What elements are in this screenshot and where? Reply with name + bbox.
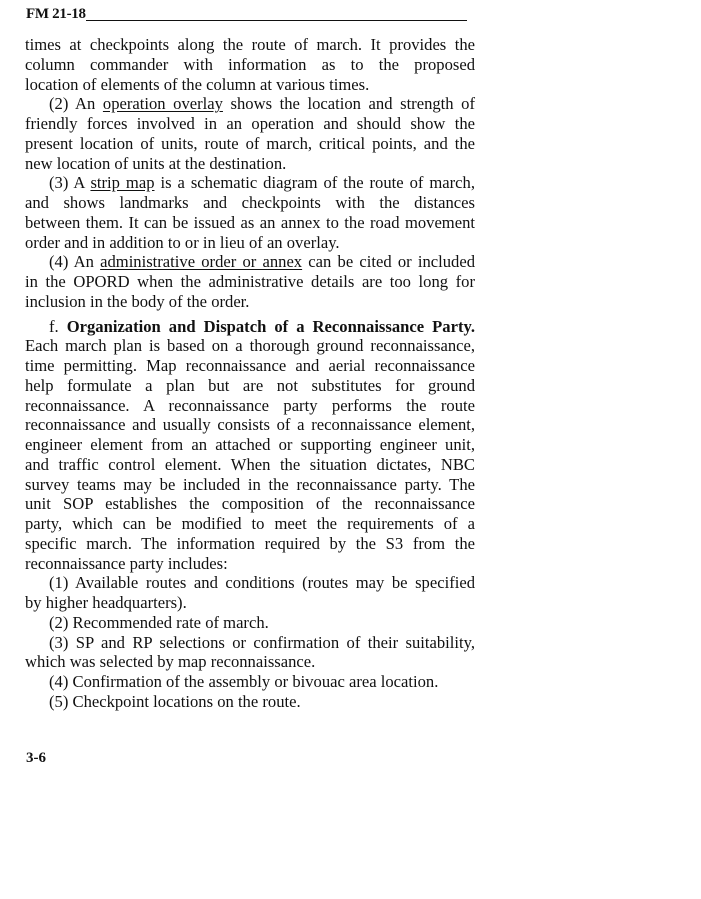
text-segment: engineer element from an attached or supporting engineer unit, — [25, 435, 475, 454]
text-line — [25, 396, 475, 416]
text-segment: location of elements of the column at various times. — [25, 74, 370, 94]
text-segment: column commander with information as to the proposed — [25, 54, 475, 74]
text-line — [25, 475, 475, 495]
text-segment: can be cited or included — [302, 252, 476, 272]
text-line — [25, 415, 475, 435]
paragraph — [25, 94, 475, 173]
text-line — [25, 494, 475, 514]
text-segment: (2) An — [49, 94, 103, 114]
text-line — [25, 317, 475, 337]
text-line — [25, 114, 475, 134]
defined-term: operation overlay — [102, 94, 223, 114]
paragraph — [25, 672, 475, 692]
text-segment: help formulate a plan but are not substitutes for ground — [25, 375, 475, 395]
paragraph — [25, 692, 475, 712]
paragraph — [25, 613, 475, 633]
text-segment: party, which can be modified to meet the requirements of a — [25, 514, 475, 533]
text-segment: friendly forces involved in an operation and should show the — [25, 114, 475, 133]
section-heading: Organization and Dispatch of a Reconnaissance Party. — [66, 316, 476, 336]
paragraph — [25, 573, 475, 613]
text-line — [25, 376, 475, 396]
text-segment: (4) Confirmation of the assembly or bivouac area location. — [49, 672, 439, 691]
text-line — [25, 213, 475, 233]
text-line — [25, 514, 475, 534]
text-line — [25, 336, 475, 356]
text-segment: time permitting. Map reconnaissance and aerial reconnaissance — [25, 356, 475, 375]
text-segment: f. — [49, 316, 67, 336]
text-segment: by higher headquarters). — [25, 593, 187, 612]
text-segment: (3) A — [49, 173, 91, 193]
text-line — [25, 233, 475, 253]
page-number: 3-6 — [26, 750, 46, 766]
text-line — [25, 356, 475, 376]
text-segment: new location of units at the destination. — [25, 153, 287, 173]
text-line — [25, 272, 475, 292]
text-segment: specific march. The information required by the S3 from the — [25, 533, 475, 553]
text-line — [25, 534, 475, 554]
text-segment: (2) Recommended rate of march. — [49, 612, 269, 632]
paragraph — [25, 633, 475, 673]
text-line — [25, 554, 475, 574]
text-segment: unit SOP establishes the composition of the reconnaissance — [25, 494, 475, 514]
text-line — [25, 134, 475, 154]
paragraph — [25, 35, 475, 94]
text-segment: shows the location and strength of — [222, 94, 475, 114]
text-segment: (1) Available routes and conditions (routes may be specified — [49, 573, 475, 593]
text-segment: survey teams may be included in the reconnaissance party. The — [25, 474, 475, 494]
text-segment: Each march plan is based on a thorough ground reconnaissance, — [25, 336, 475, 356]
text-line — [25, 75, 475, 95]
document-header-title: FM 21-18 — [26, 6, 86, 22]
text-segment: reconnaissance. A reconnaissance party performs the route — [25, 395, 475, 415]
text-line — [25, 154, 475, 174]
defined-term: strip map — [90, 173, 155, 193]
defined-term: administrative order or annex — [100, 252, 303, 272]
text-segment: and traffic control element. When the situation dictates, NBC — [25, 454, 475, 474]
text-line — [25, 35, 475, 55]
text-segment: in the OPORD when the administrative details are too long for — [25, 272, 475, 291]
text-line — [25, 613, 475, 633]
text-segment: times at checkpoints along the route of march. It provides the — [25, 35, 475, 54]
text-line — [25, 435, 475, 455]
text-segment: between them. It can be issued as an annex to the road movement — [25, 212, 475, 232]
text-line — [25, 455, 475, 475]
text-line — [25, 652, 475, 672]
paragraph — [25, 317, 475, 574]
document-body — [25, 35, 475, 712]
text-segment: (4) An — [49, 252, 101, 272]
text-line — [25, 94, 475, 114]
text-segment: reconnaissance party includes: — [25, 553, 228, 573]
paragraph — [25, 252, 475, 311]
text-line — [25, 593, 475, 613]
text-line — [25, 292, 475, 312]
text-segment: which was selected by map reconnaissance. — [25, 652, 316, 672]
text-line — [25, 193, 475, 213]
text-line — [25, 252, 475, 272]
text-line — [25, 633, 475, 653]
text-segment: is a schematic diagram of the route of march, — [154, 173, 475, 193]
text-line — [25, 692, 475, 712]
paragraph — [25, 173, 475, 252]
text-segment: (3) SP and RP selections or confirmation of their suitability, — [49, 632, 475, 652]
text-segment: reconnaissance and usually consists of a reconnaissance element, — [25, 415, 475, 435]
text-line — [25, 672, 475, 692]
text-segment: and shows landmarks and checkpoints with the distances — [25, 193, 475, 212]
text-line — [25, 573, 475, 593]
text-line — [25, 173, 475, 193]
text-segment: order and in addition to or in lieu of an overlay. — [25, 232, 340, 252]
text-segment: (5) Checkpoint locations on the route. — [49, 691, 301, 711]
text-line — [25, 55, 475, 75]
text-segment: inclusion in the body of the order. — [25, 291, 250, 311]
header-rule — [86, 20, 467, 21]
text-segment: present location of units, route of march, critical points, and the — [25, 133, 475, 153]
